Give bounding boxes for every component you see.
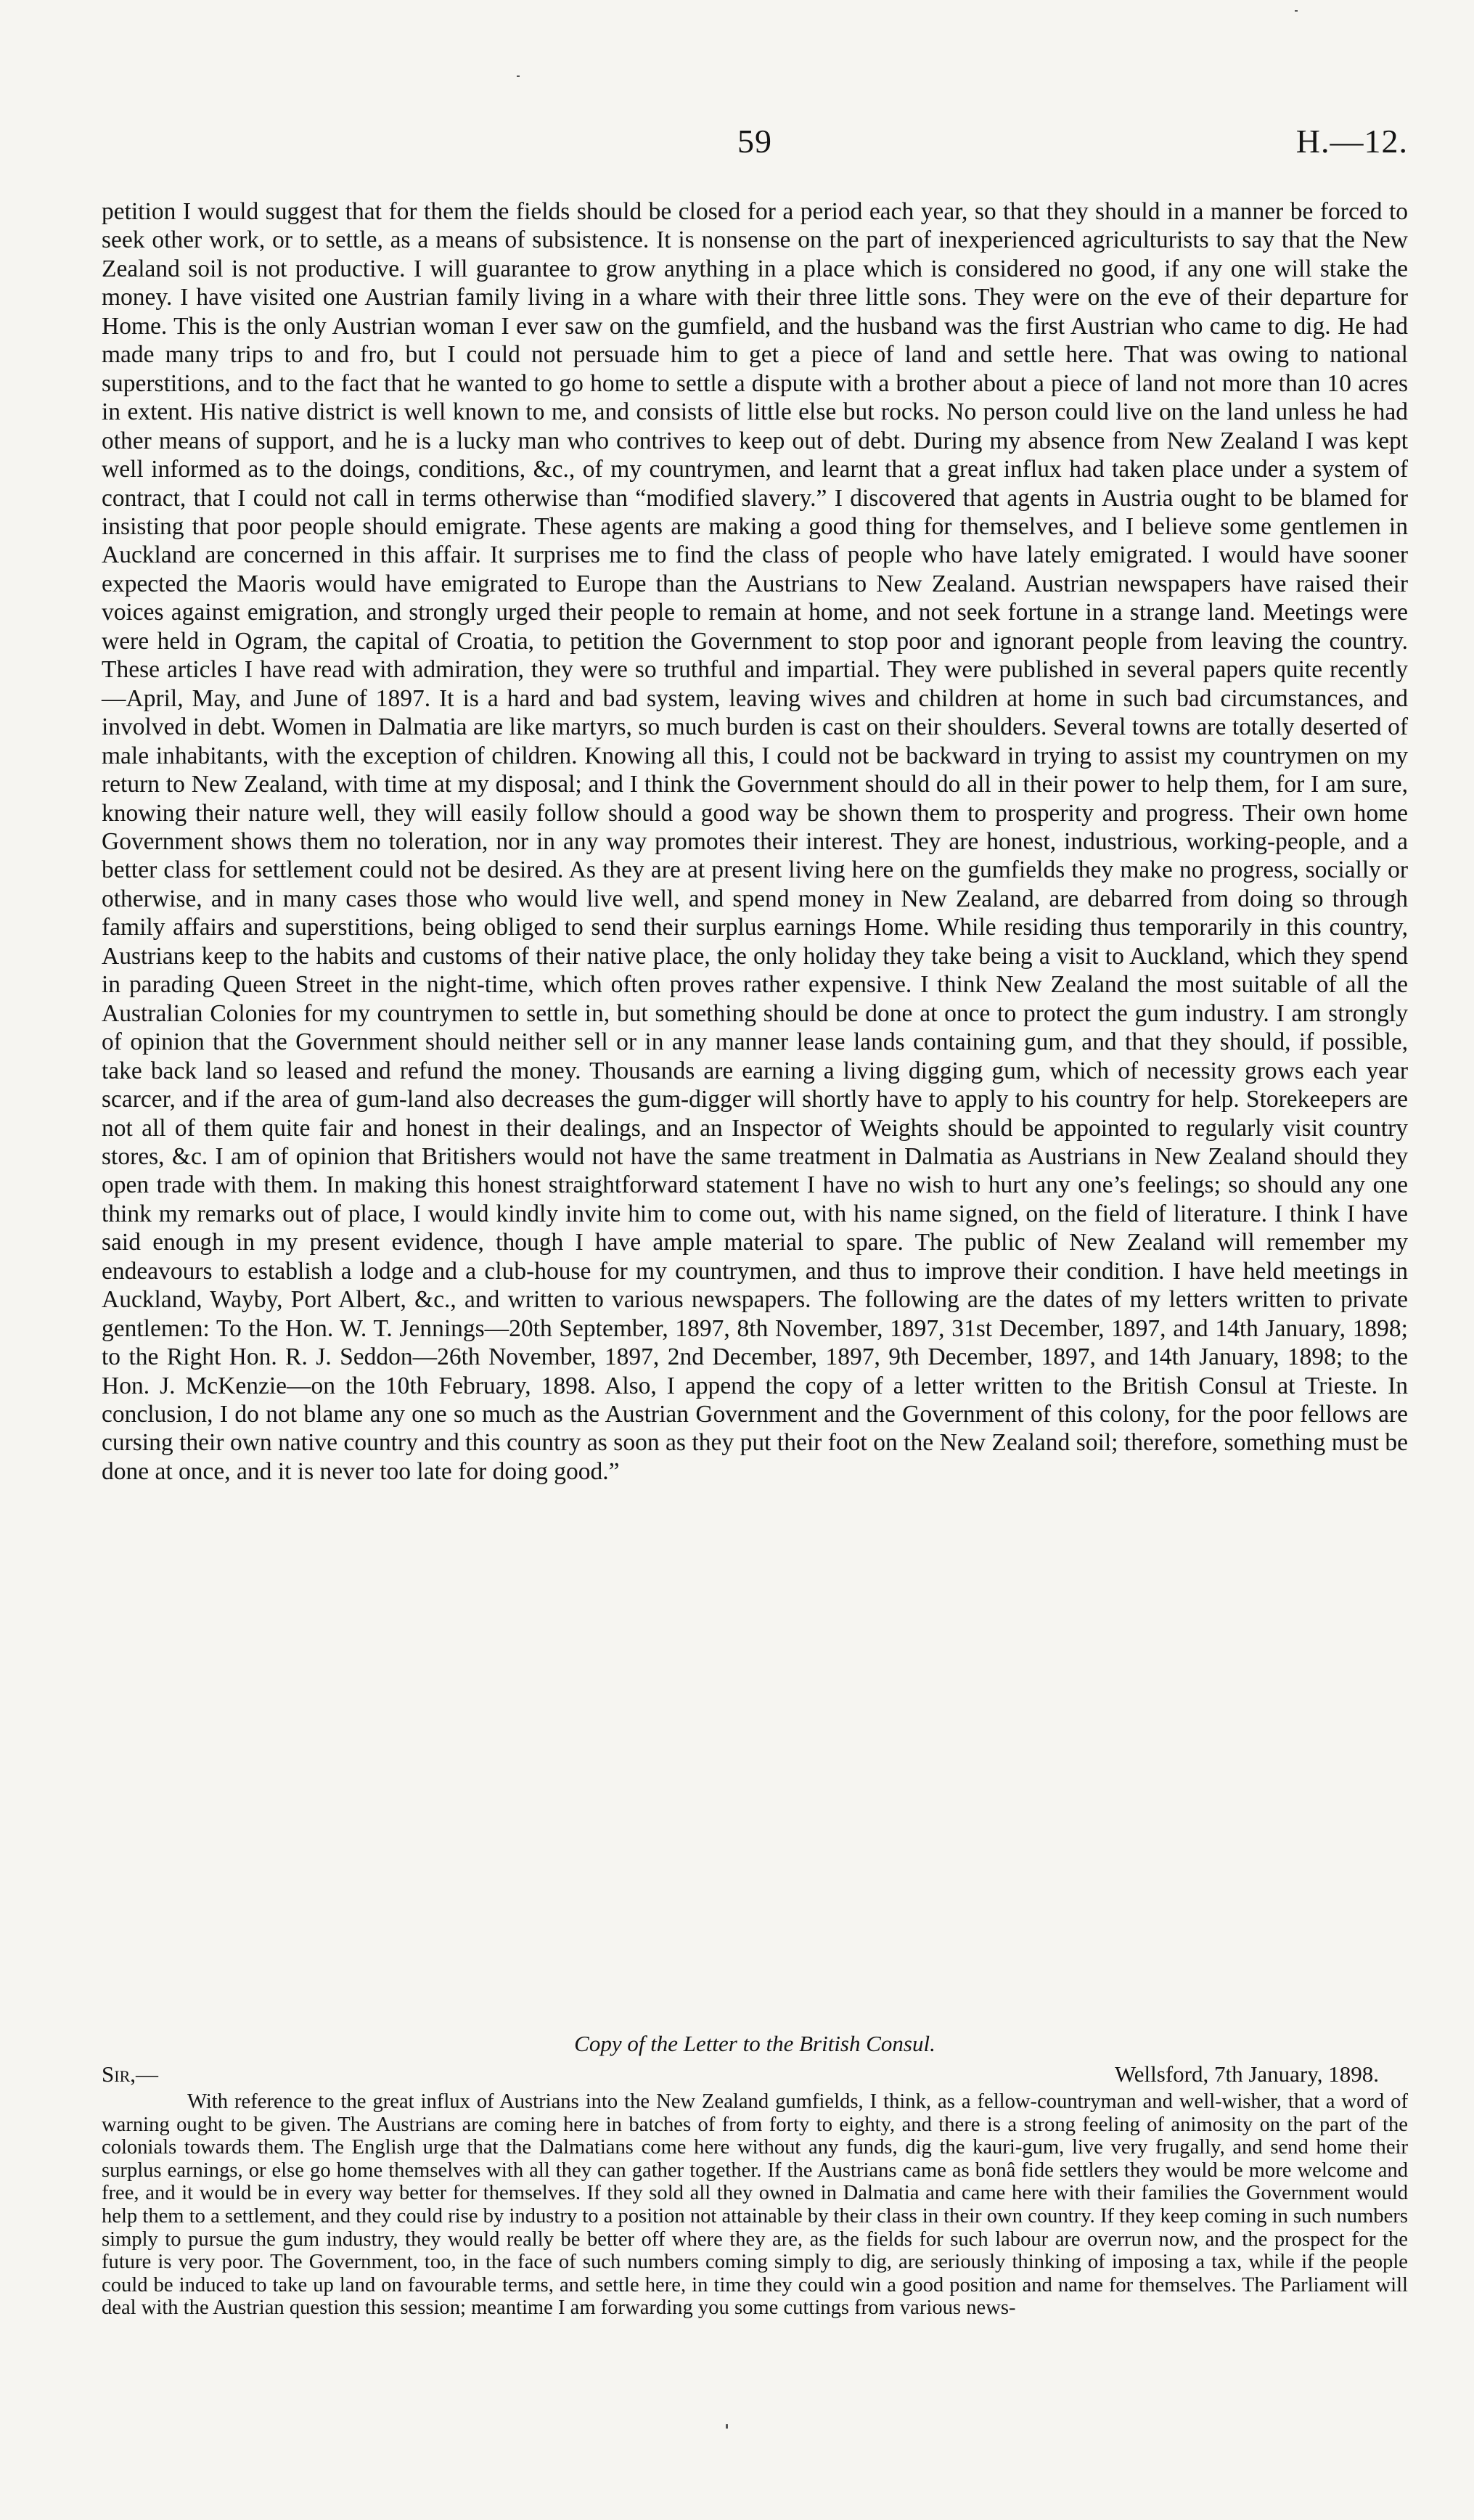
letter-body — [102, 2090, 1408, 2320]
evidence-body — [102, 197, 1408, 1486]
print-speck — [1295, 10, 1298, 12]
print-speck — [726, 2424, 728, 2429]
page-header — [102, 122, 1408, 173]
print-speck — [517, 75, 520, 77]
body-paragraph: petition I would suggest that for them the fields should be closed for a period each year, so that they should in a manner be forced to seek other work, or to settle, as a means of subsistence. It is nonsense on the part of inexperienced agriculturists to say that the New Zealand soil is not productive. I will guarantee to grow anything in a place which is considered no good, if any one will stake the money. I have visited one Austrian family living in a whare with their three little sons. They were on the eve of their departure for Home. This is the only Austrian woman I ever saw on the gumfield, and the husband was the first Austrian who came to dig. He had made many trips to and fro, but I could not persuade him to get a piece of land and settle here. That was owing to national superstitions, and to the fact that he wanted to go home to settle a dispute with a brother about a piece of land not more than 10 acres in extent. His native district is well known to me, and consists of little else but rocks. No person could live on the land unless he had other means of support, and he is a lucky man who contrives to keep out of debt. During my absence from New Zealand I was kept well informed as to the doings, conditions, &c., of my countrymen, and learnt that a great influx had taken place under a system of contract, that I could not call in terms otherwise than “modified slavery.” I discovered that agents in Austria ought to be blamed for insisting that poor people should emigrate. These agents are making a good thing for themselves, and I believe some gentlemen in Auckland are concerned in this affair. It surprises me to find the class of people who have lately emigrated. I would have sooner expected the Maoris would have emigrated to Europe than the Austrians to New Zealand. Austrian newspapers have raised their voices against emigration, and strongly urged their people to remain at home, and not seek fortune in a strange land. Meetings were were held in Ogram, the capital of Croatia, to petition the Government to stop poor and ignorant people from leaving the country. These articles I have read with admiration, they were so truthful and impartial. They were published in several papers quite recently—April, May, and June of 1897. It is a hard and bad system, leaving wives and children at home in such bad circumstances, and involved in debt. Women in Dalmatia are like martyrs, so much burden is cast on their shoulders. Several towns are totally deserted of male inhabitants, with the exception of children. Knowing all this, I could not be backward in trying to assist my countrymen on my return to New Zealand, with time at my disposal; and I think the Government should do all in their power to help them, for I am sure, knowing their nature well, they will easily follow should a good way be shown them to prosperity and progress. Their own home Government shows them no toleration, nor in any way promotes their interest. They are honest, industrious, working-people, and a better class for settlement could not be desired. As they are at present living here on the gumfields they make no progress, socially or otherwise, and in many cases those who would live well, and spend money in New Zealand, are debarred from doing so through family affairs and superstitions, being obliged to send their surplus earnings Home. While residing thus temporarily in this country, Austrians keep to the habits and customs of their native place, the only holiday they take being a visit to Auckland, which they spend in parading Queen Street in the night-time, which often proves rather expensive. I think New Zealand the most suitable of all the Australian Colonies for my countrymen to settle in, but something should be done at once to protect the gum industry. I am strongly of opinion that the Government should neither sell or in any manner lease lands containing gum, and that they should, if possible, take back land so leased and refund the money. Thousands are earning a living digging gum, which of necessity grows each year scarcer, and if the area of gum-land also decreases the gum-digger will shortly have to apply to his country for help. Storekeepers are not all of them quite fair and honest in their dealings, and an Inspector of Weights should be appointed to regularly visit country stores, &c. I am of opinion that Britishers would not have the same treatment in Dalmatia as Austrians in New Zealand should they open trade with them. In making this honest straightforward statement I have no wish to hurt any one’s feelings; so should any one think my remarks out of place, I would kindly invite him to come out, with his name signed, on the field of literature. I think I have said enough in my present evidence, though I have ample material to spare. The public of New Zealand will remember my endeavours to establish a lodge and a club-house for my countrymen, and thus to improve their condition. I have held meetings in Auckland, Wayby, Port Albert, &c., and written to various newspapers. The following are the dates of my letters written to private gentlemen: To the Hon. W. T. Jennings—20th September, 1897, 8th November, 1897, 31st December, 1897, and 14th January, 1898; to the Right Hon. R. J. Seddon—26th November, 1897, 2nd December, 1897, 9th December, 1897, and 14th January, 1898; to the Hon. J. McKenzie—on the 10th February, 1898. Also, I append the copy of a letter written to the British Consul at Trieste. In conclusion, I do not blame any one so much as the Austrian Government and the Government of this colony, for the poor fellows are cursing their own native country and this country as soon as they put their foot on the New Zealand soil; therefore, something must be done at once, and it is never too late for doing good.” — [102, 198, 1408, 1485]
page-number: 59 — [737, 123, 772, 160]
letter-heading: Copy of the Letter to the British Consul. — [574, 2031, 935, 2056]
letter-salutation: Sir,— — [102, 2061, 158, 2087]
letter-paragraph: With reference to the great influx of Austrians into the New Zealand gumfields, I think, as a fellow-countryman and well-wisher, that a word of warning ought to be given. The Austrians are coming here in batches of from forty to eighty, and there is a strong feeling of animosity on the part of the colonials towards them. The English urge that the Dalmatians come here without any funds, dig the kauri-gum, live very frugally, and send home their surplus earnings, or else go home themselves with all they can gather together. If the Austrians came as bonâ fide settlers they would be more welcome and free, and it would be in every way better for themselves. If they sold all they owned in Dalmatia and came here with their families the Government would help them to a settlement, and they could rise by industry to a position not attainable by their class in their own country. If they keep coming in such numbers simply to pursue the gum industry, they would really be better off where they are, as the fields for such labour are overrun now, and the prospect for the future is very poor. The Government, too, in the face of such numbers coming simply to dig, are seriously thinking of imposing a tax, while if the people could be induced to take up land on favourable terms, and settle here, in time they could win a good position and name for themselves. The Parliament will deal with the Austrian question this session; meantime I am forwarding you some cuttings from various news- — [102, 2090, 1408, 2320]
document-reference: H.—12. — [1295, 123, 1408, 160]
letter-opening — [102, 2061, 1408, 2090]
letter-place-date: Wellsford, 7th January, 1898. — [1115, 2061, 1379, 2087]
